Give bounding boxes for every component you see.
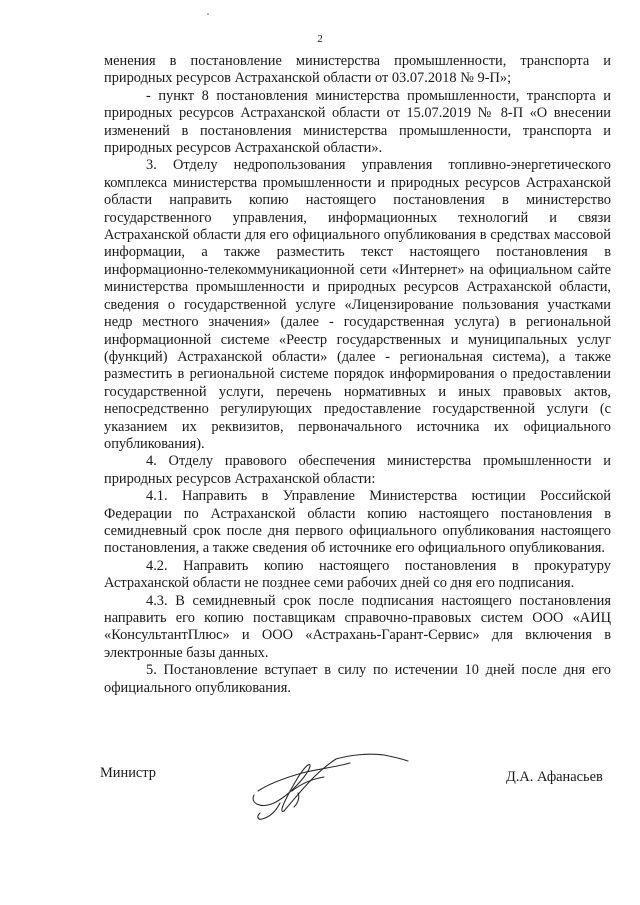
paragraph-4-1: 4.1. Направить в Управление Министерства юстиции Российской Федерации по Астраханской области копию настоящего постановления в семидневный срок после дня первого официального опубликования настоящего постановления, а также сведения об источнике его официального опубликования. bbox=[104, 488, 611, 557]
scan-speck bbox=[207, 13, 209, 15]
paragraph-3: 3. Отделу недропользования управления топливно-энергетического комплекса министерства промышленности и природных ресурсов Астраханской области направить копию настоящего постановления в министерство государственного управления, информационных технологий и связи Астраханской области для его официального опубликования в средствах массовой информации, а также разместить текст настоящего постановления в информационно-телекоммуникационной сети «Интернет» на официальном сайте министерства промышленности и природных ресурсов Астраханской области, сведения о государственной услуге «Лицензирование пользования участками недр местного значения» (далее - государственная услуга) в региональной информационной системе «Реестр государственных и муниципальных услуг (функций) Астраханской области» (далее - региональная система), а также разместить в региональной системе порядок информирования о предоставлении государственной услуги, перечень нормативных и иных правовых актов, непосредственно регулирующих предоставление государственной услуги (с указанием их реквизитов, первоначального источника их официального опубликования). bbox=[104, 157, 611, 452]
paragraph-4: 4. Отделу правового обеспечения министерства промышленности и природных ресурсов Астраханской области: bbox=[104, 453, 611, 487]
paragraph-item-8: - пункт 8 постановления министерства промышленности, транспорта и природных ресурсов Астраханской области от 15.07.2019 № 8-П «О внесении изменений в постановления министерства промышленности, транспорта и природных ресурсов Астраханской области». bbox=[104, 87, 611, 157]
paragraph-continuation: менения в постановление министерства промышленности, транспорта и природных ресурсов Астраханской области от 03.07.2018 № 9-П»; bbox=[104, 53, 611, 87]
signatory-name: Д.А. Афанасьев bbox=[506, 769, 603, 785]
page-number: 2 bbox=[317, 33, 323, 45]
paragraph-4-3: 4.3. В семидневный срок после подписания настоящего постановления направить его копию поставщикам справочно-правовых систем ООО «АИЦ «КонсультантПлюс» и ООО «Астрахань-Гарант-Сервис» для включения в электронные базы данных. bbox=[104, 592, 611, 661]
paragraph-5: 5. Постановление вступает в силу по истечении 10 дней после дня его официального опубликования. bbox=[104, 662, 611, 696]
paragraph-4-2: 4.2. Направить копию настоящего постановления в прокуратуру Астраханской области не позднее семи рабочих дней со дня его подписания. bbox=[104, 557, 611, 592]
handwritten-signature bbox=[240, 733, 420, 833]
signatory-title: Министр bbox=[100, 765, 156, 781]
document-body bbox=[104, 53, 611, 697]
